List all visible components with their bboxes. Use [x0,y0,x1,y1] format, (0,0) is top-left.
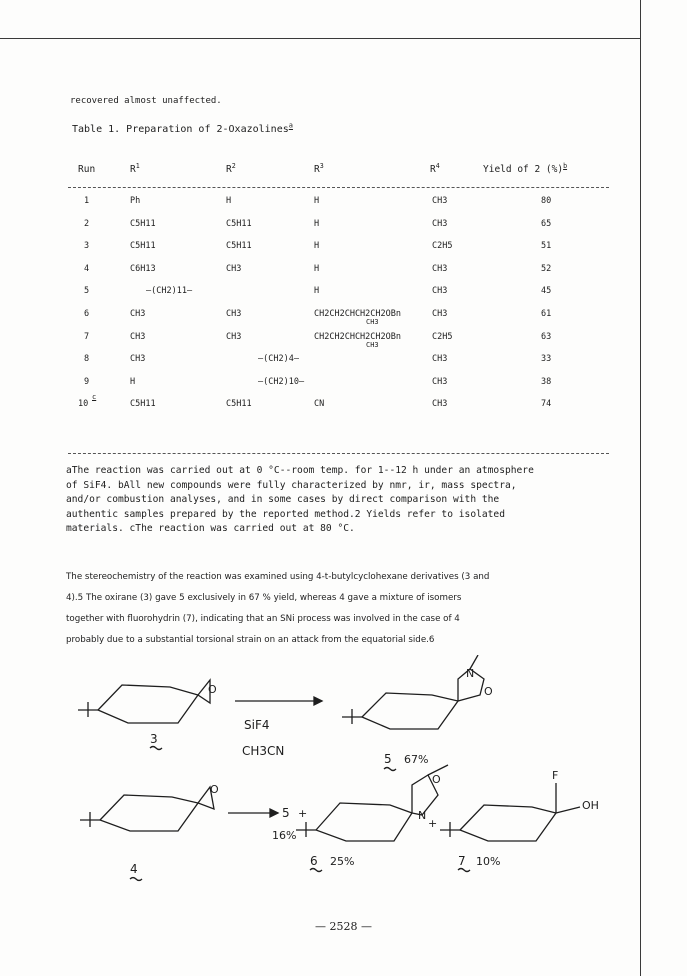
table-cell-r3: H [314,218,320,229]
page-number: — 2528 — [315,920,372,933]
header-run: Run [78,164,96,175]
table-cell-r2: CH3 [226,263,242,274]
table-cell-run: 10 [78,399,89,410]
table-cell-r2: C5H11 [226,218,252,229]
reaction-scheme [60,655,660,900]
table-cell-r2: C5H11 [226,399,252,410]
table-cell-r1: H [130,376,136,387]
table-cell-r23: —(CH2)10— [258,376,305,387]
table-cell-run: 6 [84,309,90,319]
atom-n-label: N [418,809,427,822]
table-cell-r2: CH3 [226,309,242,319]
table-cell-r1: Ph [130,196,141,206]
table-cell-r4: CH3 [432,263,448,274]
table-header-rule [68,187,609,188]
table-cell-yield: 63 [541,331,552,342]
table-cell-yield: 38 [541,376,552,387]
header-r1: $R^1$ [130,161,140,175]
body-paragraph [66,567,631,651]
table-cell-r3: CN [314,399,325,410]
atom-o-label: O [432,773,441,786]
table-footnotes [66,464,626,537]
table-cell-r1: CH3 [130,309,146,319]
table-cell-r3_sub: CH3 [366,318,379,326]
compound-5-structure [342,655,484,729]
table-cell-yield: 52 [541,263,552,274]
plus-sign: + [298,807,308,820]
footnote-line: and/or combustion analyses, and in some cases by direct comparison with the [66,494,500,505]
table-cell-r1: C5H11 [130,218,156,229]
compound-5-label: 5 [282,806,290,820]
atom-n-label: N [466,667,475,680]
footnote-line: authentic samples prepared by the reported method.2 Yields refer to isolated [66,508,505,520]
table-cell-run: 4 [84,263,90,274]
paragraph-line: 4).5 The oxirane (3) gave 5 exclusively in 67 % yield, whereas 4 gave a mixture of isomers [66,593,462,603]
table-cell-r23: —(CH2)4— [258,354,299,365]
table-cell-run: 7 [84,331,90,342]
table-cell-yield: 61 [541,309,552,319]
document-page: recovered almost unaffected. Table 1. Preparation of 2-Oxazolines$^a$ Run $R^1$ $R^2$ $R^3$ $R^4$ Yield of 2 (%)$^b$ 1 Ph H H CH3 80 2 C5H11 C5H11 H CH3 65 3 C5H11 C5H11 H C2H5 51 4 C6H13 CH3 H CH3 52 5 —(CH2)11— H CH3 45 6 CH3 CH3 CH2CH2CHCH2CH2OBn CH3 CH3 61 7 CH3 CH3 CH2CH2CHCH2CH2OBn CH3 C2H5 63 8 CH3 —(CH2)4— CH3 33 9 H —(CH2)10— CH3 38 10 c C5H11 C5H11 CN CH3 74 aThe reaction was carried out at 0 °C--room temp. for 1--12 h under an atmosphere of SiF4. bAll new compounds were fully characterized by nmr, ir, mass spectra, and/or combustion analyses, and in some cases by direct comparison with the authentic samples prepared by the reported method.2 Yields refer to isolated materials. cThe reaction was carried out at 80 °C. The stereochemistry of the reaction was examined using 4-t-butylcyclohexane derivatives (3 and 4).5 The oxirane (3) gave 5 exclusively in 67 % yield, whereas 4 gave a mixture of isomers together with fluorohydrin (7), indicating that an SNi process was involved in the case of 4 probably due to a substantial torsional strain on an attack from the equatorial side.6 O N O O O N F OH SiF4 CH3CN 3 5 67% 4 5 + 16% 6 25% + 7 10% — 2528 — [0,0,687,976]
table-cell-r2: H [226,196,232,206]
compound-6-structure [296,765,448,841]
table-cell-r3: H [314,286,320,297]
table-cell-r3: H [314,241,320,252]
plus-sign: + [428,817,438,830]
compound-6-label: 6 [310,854,318,868]
table-cell-r1: CH3 [130,354,146,365]
compound-3-label: 3 [150,732,158,746]
compound-5-yield: 67% [404,753,429,766]
table-cell-yield: 80 [541,196,552,206]
table-title-text: Table 1. Preparation of 2-Oxazolines [72,124,289,135]
compound-7-label: 7 [458,854,466,868]
compound-7-yield: 10% [476,855,501,868]
table-cell-r4: CH3 [432,376,448,387]
footnote-line: aThe reaction was carried out at 0 °C--room temp. for 1--12 h under an atmosphere [66,465,534,476]
table-cell-yield: 74 [541,399,552,410]
table-cell-r1: C5H11 [130,241,156,252]
footnote-line: materials. cThe reaction was carried out at 80 °C. [66,523,355,534]
table-cell-r3: CH2CH2CHCH2CH2OBn [314,309,401,319]
table-cell-yield: 33 [541,354,552,365]
table-cell-r4: C2H5 [432,331,453,342]
table-title [72,121,293,135]
table-title-footnote-mark: a [288,121,293,130]
atom-o-label: O [484,685,493,698]
compound-5-label: 5 [384,752,392,766]
table-cell-r12: —(CH2)11— [146,286,193,297]
compound-4-label: 4 [130,862,138,876]
table-cell-r1: CH3 [130,331,146,342]
table-cell-run: 1 [84,196,90,206]
table-bottom-rule [68,453,609,454]
table-cell-yield: 45 [541,286,552,297]
table-cell-r4: CH3 [432,309,448,319]
footnote-line: of SiF4. bAll new compounds were fully characterized by nmr, ir, mass spectra, [66,479,517,491]
table-cell-run: 3 [84,241,90,252]
table-cell-r4: C2H5 [432,241,453,252]
page-top-border [0,38,640,39]
table-cell-r2: CH3 [226,331,242,342]
atom-o-label: O [210,783,219,796]
reagent-ch3cn: CH3CN [242,744,285,758]
table-cell-run: 2 [84,218,90,229]
table-cell-r2: C5H11 [226,241,252,252]
header-r3: $R^3$ [314,161,324,175]
table-cell-r3_sub: CH3 [366,340,379,349]
table-cell-run: 8 [84,354,90,365]
table-cell-r4: CH3 [432,354,448,365]
header-r2: $R^2$ [226,161,236,175]
table-cell-yield: 51 [541,241,552,252]
table-cell-run: 5 [84,286,90,297]
header-yield: Yield of 2 (%)$^b$ [483,161,568,175]
table-cell-r4: CH3 [432,286,448,297]
compound-4-structure [80,787,214,831]
compound-6-yield: 25% [330,855,355,868]
table-cell-r1: C6H13 [130,263,156,274]
header-r4: $R^4$ [430,161,440,175]
compound-5-yield-16: 16% [272,829,297,842]
atom-oh-label: OH [582,799,599,812]
table-cell-yield: 65 [541,218,552,229]
table-cell-r3: H [314,196,320,206]
table-cell-r4: CH3 [432,218,448,229]
table-cell-r3: H [314,263,320,274]
compound-7-structure [440,783,580,841]
table-cell-r1: C5H11 [130,399,156,410]
intro-line: recovered almost unaffected. [70,96,222,106]
paragraph-line: probably due to a substantial torsional strain on an attack from the equatorial side.6 [66,635,435,645]
compound-3-structure [78,680,210,723]
atom-o-label: O [208,683,217,696]
paragraph-line: The stereochemistry of the reaction was examined using 4-t-butylcyclohexane derivatives (3 and [66,572,490,582]
table-cell-run: 9 [84,376,90,387]
reagent-sif4: SiF4 [244,718,270,732]
atom-f-label: F [552,769,559,782]
table-cell-r3: CH2CH2CHCH2CH2OBn [314,331,401,342]
paragraph-line: together with fluorohydrin (7), indicating that an SNi process was involved in the case of 4 [66,614,460,624]
table-cell-r4: CH3 [432,196,448,206]
table-cell-r4: CH3 [432,399,448,410]
